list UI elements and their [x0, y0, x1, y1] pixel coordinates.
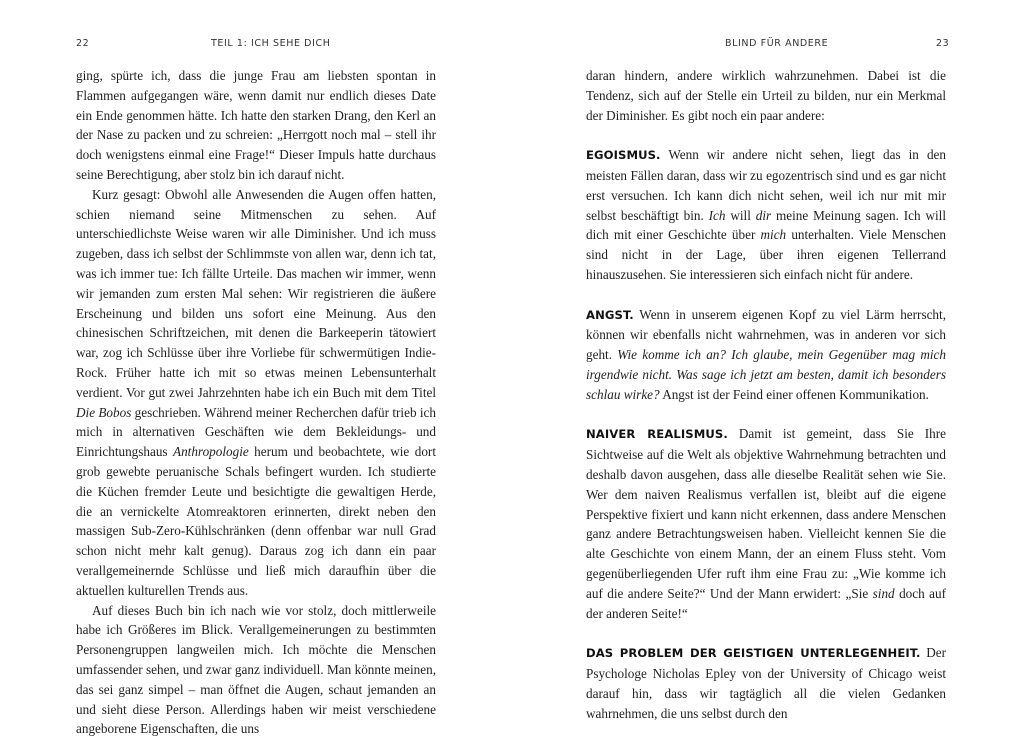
left-page-body — [76, 66, 436, 739]
section-heading: NAIVER REALISMUS. — [586, 427, 728, 442]
section-heading: ANGST. — [586, 307, 634, 322]
text-run: unterhalten. Viele Menschen sind nicht in der Lage, über ihren eigenen Tellerrand hinauszusehen. Sie interessieren sich einfach nicht für andere. — [586, 227, 947, 282]
section-heading: EGOISMUS. — [586, 148, 661, 163]
text-run: Wenn wir andere nicht sehen, liegt das in den meisten Fällen daran, dass wir zu egozentrisch sind und es gar nicht erst versuchen. Ich kann dich nicht sehen, weil ich nur mit mir selbst beschäftigt bin. — [586, 147, 946, 223]
section-angst — [586, 305, 946, 405]
emphasis: sind — [872, 585, 895, 601]
running-head-right: BLIND FÜR ANDERE — [725, 38, 829, 49]
book-title: Die Bobos — [76, 404, 132, 420]
text-run: Damit ist gemeint, dass Sie Ihre Sichtweise auf die Welt als objektive Wahrnehmung betrachten und deshalb davon ausgehen, dass alle dieselbe Realität sehen wie Sie. Wer dem naiven Realismus verfallen ist, bleibt auf die eigene Perspektive fixiert und kann nicht erkennen, dass andere Menschen ganz andere Betrachtungsweisen haben. Vielleicht kennen Sie die alte Geschichte von einem Mann, der an einem Fluss steht. Vom gegenüberliegenden Ufer ruft ihm eine Frau zu: „Wie komme ich auf die andere Seite?“ Und der Mann erwidert: „Sie — [586, 426, 946, 601]
page-number-left: 22 — [76, 38, 90, 49]
text-run: meine Meinung sagen. Ich will dich mit einer Geschichte über — [586, 207, 946, 243]
text-run: doch auf der anderen Seite!“ — [586, 585, 946, 621]
text-run: Kurz gesagt: Obwohl alle Anwesenden die Augen offen hatten, schien niemand seine Mitmenschen zu sehen. Auf unterschiedlichste Weise waren wir alle Diminisher. Und ich muss zugeben, dass ich selbst der Schlimmste von allen war, denn ich tat, was ich immer tue: Ich fällte Urteile. Das machen wir immer, wenn wir jemanden zum ersten Mal sehen: Wir registrieren die äußere Erscheinung und bilden uns sofort eine Meinung. Aus den chinesischen Schriftzeichen, mit denen die Barkeeperin tätowiert war, zog ich Schlüsse über ihre Vorliebe für schwermütigen Indie-Rock. Früher hatte ich mit so etwas meinen Lebensunterhalt verdient. Vor gut zwei Jahrzehnten habe ich ein Buch mit dem Titel — [76, 186, 436, 400]
right-page — [510, 0, 1020, 740]
section-heading: DAS PROBLEM DER GEISTIGEN UNTERLEGENHEIT. — [586, 646, 921, 661]
emphasis: dir — [755, 207, 772, 223]
text-run: will — [725, 207, 756, 223]
emphasis: Ich — [708, 207, 726, 223]
text-run: geschrieben. Während meiner Recherchen dafür trieb ich mich in alternativen Geschäften wie dem Bekleidungs- und Einrichtungshaus — [76, 404, 436, 460]
text-run: Der Psychologe Nicholas Epley von der University of Chicago weist darauf hin, dass wir tagtäglich all die vielen Gedanken wahrnehmen, die uns selbst durch den — [586, 645, 946, 721]
section-naiver-realismus — [586, 424, 946, 623]
running-head-left: TEIL 1: ICH SEHE DICH — [211, 38, 331, 49]
paragraph: daran hindern, andere wirklich wahrzunehmen. Dabei ist die Tendenz, sich auf der Stelle ein Urteil zu bilden, nur ein Merkmal der Diminisher. Es gibt noch ein paar andere: — [586, 68, 946, 123]
paragraph — [76, 185, 436, 601]
paragraph: ging, spürte ich, dass die junge Frau am liebsten spontan in Flammen aufgegangen wäre, wenn damit nur endlich dieses Date ein Ende genommen hätte. Ich hatte den starken Drang, den Kerl an der Nase zu packen und zu schreien: „Herrgott noch mal – stell ihr doch wenigstens einmal eine Frage!“ Dieser Impuls hatte durchaus seine Berechtigung, aber stolz bin ich darauf nicht. — [76, 68, 436, 182]
emphasis: mich — [760, 227, 787, 243]
section-egoismus — [586, 145, 946, 285]
paragraph: Auf dieses Buch bin ich nach wie vor stolz, doch mittlerweile habe ich Größeres im Blick. Verallgemeinerungen zu bestimmten Personengruppen langweilen mich. Ich möchte die Menschen umfassender sehen, und zwar ganz individuell. Man könnte meinen, das sei ganz simpel – man öffnet die Augen, schaut jemanden an und sieht diese Person. Allerdings haben wir meist verschiedene angeborene Eigenschaften, die uns — [76, 602, 436, 737]
emphasis: Wie komme ich an? Ich glaube, mein Gegenüber mag mich irgendwie nicht. Was sage ich jetzt am besten, damit ich besonders schlau wirke? — [586, 347, 946, 402]
right-page-body — [586, 66, 946, 723]
page-number-right: 23 — [936, 38, 950, 49]
text-run: Wenn in unserem eigenen Kopf zu viel Lärm herrscht, können wir ebenfalls nicht wahrnehmen, was in anderen vor sich geht. — [586, 306, 946, 363]
section-geistige-unterlegenheit — [586, 643, 946, 723]
store-name: Anthropologie — [173, 444, 249, 460]
text-run: Angst ist der Feind einer offenen Kommunikation. — [659, 386, 929, 402]
text-run: herum und beobachtete, wie dort grob gewebte peruanische Schals befingert wurden. Ich studierte die Küchen fremder Leute und besichtigte die gewaltigen Herde, die an vernickelte Atomreaktoren erinnerten, direkt neben den massigen Sub-Zero-Kühlschränken (denn offenbar war null Grad schon nicht mehr kalt genug). Daraus zog ich dann ein paar verallgemeinernde Schlüsse und ließ mich daraufhin über die aktuellen kulturellen Trends aus. — [76, 444, 436, 598]
